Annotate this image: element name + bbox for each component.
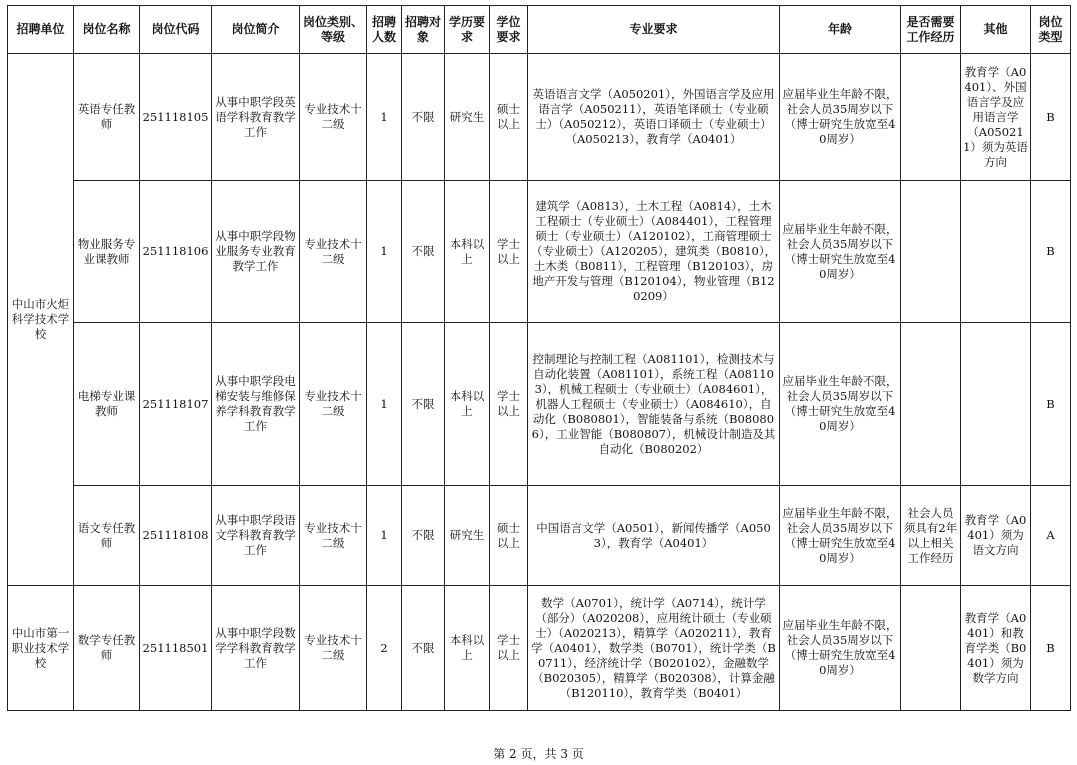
header-category-level: 岗位类别、等级 (300, 6, 367, 54)
target-cell: 不限 (402, 586, 445, 711)
degree-cell: 硕士以上 (490, 486, 528, 586)
position-intro-cell: 从事中职学段语文学科教育教学工作 (212, 486, 300, 586)
unit-cell: 中山市火炬科学技术学校 (8, 54, 74, 586)
major-cell: 中国语言文学（A0501），新闻传播学（A0503），教育学（A0401） (528, 486, 780, 586)
position-intro-cell: 从事中职学段电梯安装与维修保养学科教育教学工作 (212, 323, 300, 486)
header-major: 专业要求 (528, 6, 780, 54)
other-cell: 教育学（A0401）须为语文方向 (961, 486, 1031, 586)
position-code-cell: 251118105 (140, 54, 212, 181)
table-row (8, 181, 1071, 323)
category-cell: 专业技术十二级 (300, 54, 367, 181)
header-degree: 学位要求 (490, 6, 528, 54)
position-type-cell: B (1031, 54, 1071, 181)
header-education: 学历要求 (445, 6, 490, 54)
experience-cell (901, 586, 961, 711)
major-cell: 英语语言文学（A050201），外国语言学及应用语言学（A050211），英语笔译硕士（专业硕士）（A050212），英语口译硕士（专业硕士）（A050213），教育学（A0401） (528, 54, 780, 181)
other-cell (961, 323, 1031, 486)
experience-cell (901, 181, 961, 323)
position-code-cell: 251118108 (140, 486, 212, 586)
table-row (8, 586, 1071, 711)
header-position-code: 岗位代码 (140, 6, 212, 54)
unit-cell: 中山市第一职业技术学校 (8, 586, 74, 711)
count-cell: 2 (367, 586, 402, 711)
position-name-cell: 英语专任教师 (74, 54, 140, 181)
header-age: 年龄 (780, 6, 901, 54)
table-row (8, 323, 1071, 486)
age-cell: 应届毕业生年龄不限，社会人员35周岁以下（博士研究生放宽至40周岁） (780, 323, 901, 486)
header-count: 招聘人数 (367, 6, 402, 54)
category-cell: 专业技术十二级 (300, 486, 367, 586)
position-intro-cell: 从事中职学段物业服务专业教育教学工作 (212, 181, 300, 323)
count-cell: 1 (367, 486, 402, 586)
position-type-cell: B (1031, 181, 1071, 323)
position-name-cell: 电梯专业课教师 (74, 323, 140, 486)
header-row (8, 6, 1071, 54)
position-code-cell: 251118501 (140, 586, 212, 711)
degree-cell: 硕士以上 (490, 54, 528, 181)
category-cell: 专业技术十二级 (300, 181, 367, 323)
table-row (8, 486, 1071, 586)
degree-cell: 学士以上 (490, 323, 528, 486)
header-other: 其他 (961, 6, 1031, 54)
count-cell: 1 (367, 323, 402, 486)
age-cell: 应届毕业生年龄不限，社会人员35周岁以下（博士研究生放宽至40周岁） (780, 486, 901, 586)
education-cell: 研究生 (445, 54, 490, 181)
other-cell: 教育学（A0401）和教育学类（B0401）须为数学方向 (961, 586, 1031, 711)
position-intro-cell: 从事中职学段数学学科教育教学工作 (212, 586, 300, 711)
position-type-cell: B (1031, 323, 1071, 486)
position-intro-cell: 从事中职学段英语学科教育教学工作 (212, 54, 300, 181)
category-cell: 专业技术十二级 (300, 586, 367, 711)
header-target: 招聘对象 (402, 6, 445, 54)
other-cell (961, 181, 1031, 323)
position-name-cell: 物业服务专业课教师 (74, 181, 140, 323)
position-name-cell: 数学专任教师 (74, 586, 140, 711)
target-cell: 不限 (402, 181, 445, 323)
recruitment-table (7, 5, 1071, 711)
position-type-cell: B (1031, 586, 1071, 711)
header-position-intro: 岗位简介 (212, 6, 300, 54)
position-type-cell: A (1031, 486, 1071, 586)
header-experience: 是否需要工作经历 (901, 6, 961, 54)
header-unit: 招聘单位 (8, 6, 74, 54)
age-cell: 应届毕业生年龄不限，社会人员35周岁以下（博士研究生放宽至40周岁） (780, 586, 901, 711)
degree-cell: 学士以上 (490, 586, 528, 711)
count-cell: 1 (367, 54, 402, 181)
position-name-cell: 语文专任教师 (74, 486, 140, 586)
degree-cell: 学士以上 (490, 181, 528, 323)
education-cell: 本科以上 (445, 181, 490, 323)
target-cell: 不限 (402, 54, 445, 181)
count-cell: 1 (367, 181, 402, 323)
target-cell: 不限 (402, 323, 445, 486)
experience-cell (901, 323, 961, 486)
education-cell: 本科以上 (445, 323, 490, 486)
major-cell: 控制理论与控制工程（A081101），检测技术与自动化装置（A081101），系统工程（A081103），机械工程硕士（专业硕士）（A084601），机器人工程硕士（专业硕士）（A084610），自动化（B080801），智能装备与系统（B080806），工业智能（B080807），机械设计制造及其自动化（B080202） (528, 323, 780, 486)
age-cell: 应届毕业生年龄不限，社会人员35周岁以下（博士研究生放宽至40周岁） (780, 181, 901, 323)
major-cell: 建筑学（A0813），土木工程（A0814），土木工程硕士（专业硕士）（A084401），工程管理硕士（专业硕士）（A120102），工商管理硕士（专业硕士）（A120205），建筑类（B0810），土木类（B0811），工程管理（B120103），房地产开发与管理（B120104），物业管理（B120209） (528, 181, 780, 323)
category-cell: 专业技术十二级 (300, 323, 367, 486)
major-cell: 数学（A0701），统计学（A0714），统计学（部分）（A020208），应用统计硕士（专业硕士）（A020213），精算学（A020211），教育学（A0401），数学类（B0701），统计学类（B0711），经济统计学（B020102），金融数学（B020305），精算学（B020308），计算金融（B120110），教育学类（B0401） (528, 586, 780, 711)
experience-cell: 社会人员须具有2年以上相关工作经历 (901, 486, 961, 586)
age-cell: 应届毕业生年龄不限，社会人员35周岁以下（博士研究生放宽至40周岁） (780, 54, 901, 181)
position-code-cell: 251118107 (140, 323, 212, 486)
other-cell: 教育学（A0401）、外国语言学及应用语言学（A050211）须为英语方向 (961, 54, 1031, 181)
table-row (8, 54, 1071, 181)
header-position-type: 岗位类型 (1031, 6, 1071, 54)
target-cell: 不限 (402, 486, 445, 586)
education-cell: 研究生 (445, 486, 490, 586)
education-cell: 本科以上 (445, 586, 490, 711)
page-number-footer: 第 2 页，共 3 页 (493, 747, 584, 761)
position-code-cell: 251118106 (140, 181, 212, 323)
header-position-name: 岗位名称 (74, 6, 140, 54)
experience-cell (901, 54, 961, 181)
